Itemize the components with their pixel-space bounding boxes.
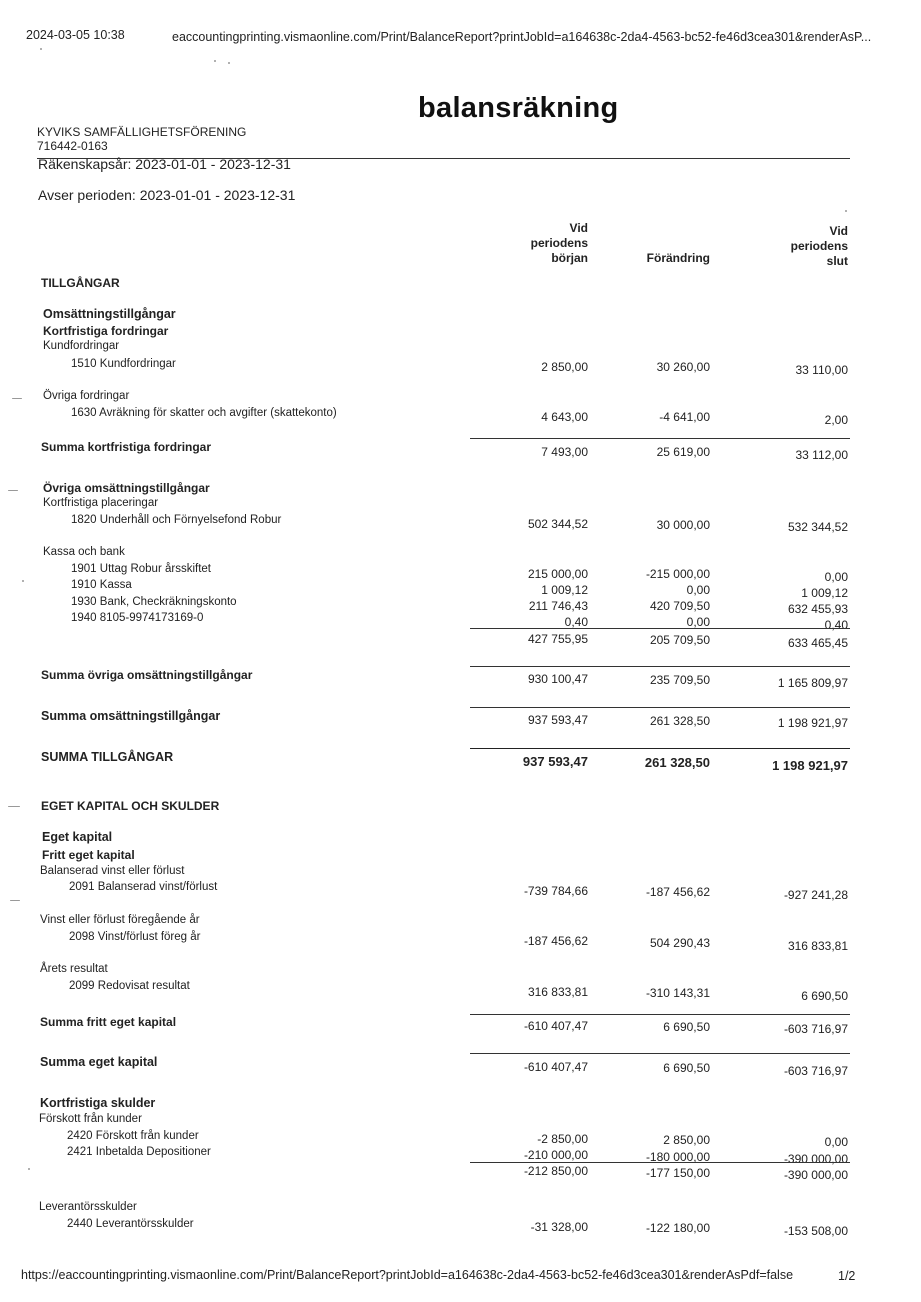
- value-change: -180 000,00: [645, 1150, 710, 1164]
- sum-rule: [470, 666, 850, 667]
- row-label: Övriga fordringar: [43, 390, 130, 402]
- value-end: 2,00: [824, 413, 848, 427]
- value-end: 6 690,50: [801, 989, 848, 1003]
- row-label: Övriga omsättningstillgångar: [43, 481, 210, 495]
- value-end: -153 508,00: [783, 1224, 848, 1238]
- value-start: 316 833,81: [527, 985, 588, 999]
- account-row-label: 2099 Redovisat resultat: [69, 980, 190, 992]
- account-row-label: 2420 Förskott från kunder: [67, 1130, 199, 1142]
- row-label: Summa övriga omsättningstillgångar: [41, 668, 253, 682]
- row-label: Förskott från kunder: [39, 1113, 142, 1125]
- account-row-label: 1820 Underhåll och Förnyelsefond Robur: [71, 514, 282, 526]
- value-change: 6 690,50: [663, 1020, 710, 1034]
- column-header-end: [748, 224, 848, 269]
- column-header-start-line: periodens: [530, 236, 588, 250]
- account-row-label: 2098 Vinst/förlust föreg år: [69, 931, 201, 943]
- sum-rule: [470, 628, 850, 629]
- value-end: -390 000,00: [783, 1168, 848, 1182]
- row-label: Vinst eller förlust föregående år: [40, 914, 200, 926]
- value-start: 937 593,47: [522, 754, 588, 769]
- value-change: 0,00: [686, 583, 710, 597]
- value-end: 1 165 809,97: [777, 676, 848, 690]
- value-start: -739 784,66: [523, 884, 588, 898]
- value-end: 33 110,00: [795, 363, 848, 377]
- value-end: 532 344,52: [787, 520, 848, 534]
- value-end: -603 716,97: [783, 1022, 848, 1036]
- column-header-start-line: Vid: [569, 221, 588, 235]
- value-change: 6 690,50: [663, 1061, 710, 1075]
- value-start: 4 643,00: [541, 410, 588, 424]
- print-timestamp: 2024-03-05 10:38: [26, 28, 125, 42]
- value-start: 502 344,52: [527, 517, 588, 531]
- value-change: -122 180,00: [645, 1221, 710, 1235]
- value-change: -177 150,00: [645, 1166, 710, 1180]
- value-start: 215 000,00: [527, 567, 588, 581]
- value-change: 30 260,00: [656, 360, 710, 374]
- row-label: EGET KAPITAL OCH SKULDER: [41, 799, 220, 813]
- account-row-label: 1910 Kassa: [71, 579, 132, 591]
- value-change: 261 328,50: [644, 755, 710, 770]
- column-header-end-line: Vid: [829, 224, 848, 238]
- page-number: 1/2: [838, 1269, 856, 1283]
- column-header-change: [600, 251, 710, 266]
- account-row-label: 1930 Bank, Checkräkningskonto: [71, 596, 237, 608]
- row-label: TILLGÅNGAR: [41, 276, 120, 290]
- account-row-label: 2440 Leverantörsskulder: [67, 1218, 194, 1230]
- value-start: 427 755,95: [527, 632, 588, 646]
- value-end: 1 198 921,97: [777, 716, 848, 730]
- value-start: -212 850,00: [523, 1164, 588, 1178]
- value-start: 937 593,47: [527, 713, 588, 727]
- organization-name: KYVIKS SAMFÄLLIGHETSFÖRENING: [37, 125, 247, 139]
- value-change: -310 143,31: [645, 986, 710, 1000]
- value-start: -610 407,47: [523, 1019, 588, 1033]
- value-start: -210 000,00: [523, 1148, 588, 1162]
- account-row-label: 1630 Avräkning för skatter och avgifter (skattekonto): [71, 407, 337, 419]
- value-start: 7 493,00: [541, 445, 588, 459]
- value-change: 30 000,00: [656, 518, 710, 532]
- print-url: eaccountingprinting.vismaonline.com/Print/BalanceReport?printJobId=a164638c-2da4-4563-bc52-fe46d3cea301&renderAsP...: [172, 30, 872, 44]
- row-label: Summa eget kapital: [40, 1055, 158, 1069]
- value-change: 2 850,00: [663, 1133, 710, 1147]
- organization-number: 716442-0163: [37, 139, 108, 153]
- account-row-label: 1940 8105-9974173169-0: [71, 612, 204, 624]
- sum-rule: [470, 1162, 850, 1163]
- row-label: Kundfordringar: [43, 340, 120, 352]
- account-row-label: 1510 Kundfordringar: [71, 358, 176, 370]
- value-start: 0,40: [564, 615, 588, 629]
- value-end: 1 198 921,97: [772, 758, 848, 773]
- sum-rule: [470, 1014, 850, 1015]
- value-start: 211 746,43: [528, 599, 588, 613]
- value-end: 1 009,12: [801, 586, 848, 600]
- report-period: Avser perioden: 2023-01-01 - 2023-12-31: [38, 187, 296, 203]
- column-header-end-line: periodens: [790, 239, 848, 253]
- value-end: 0,40: [824, 618, 848, 632]
- value-end: 0,00: [824, 570, 848, 584]
- column-header-start-line: början: [551, 251, 588, 265]
- report-title: balansräkning: [418, 92, 619, 124]
- row-label: Summa fritt eget kapital: [40, 1015, 177, 1029]
- value-end: 316 833,81: [787, 939, 848, 953]
- row-label: Kortfristiga placeringar: [43, 497, 159, 509]
- account-row-label: 2421 Inbetalda Depositioner: [67, 1146, 211, 1158]
- value-change: 261 328,50: [649, 714, 710, 728]
- value-end: 33 112,00: [795, 448, 848, 462]
- row-label: Kortfristiga fordringar: [43, 324, 169, 338]
- value-change: 235 709,50: [649, 673, 710, 687]
- row-label: Kortfristiga skulder: [40, 1096, 156, 1110]
- row-label: SUMMA TILLGÅNGAR: [41, 750, 174, 764]
- column-header-start: [488, 221, 588, 266]
- row-label: Fritt eget kapital: [42, 848, 135, 862]
- value-change: 205 709,50: [649, 633, 710, 647]
- value-start: -187 456,62: [523, 934, 588, 948]
- column-header-end-line: slut: [826, 254, 848, 268]
- row-label: Leverantörsskulder: [39, 1201, 137, 1213]
- value-end: 0,00: [824, 1135, 848, 1149]
- value-change: 0,00: [686, 615, 710, 629]
- account-row-label: 2091 Balanserad vinst/förlust: [69, 881, 218, 893]
- row-label: Summa omsättningstillgångar: [41, 709, 221, 723]
- value-start: -31 328,00: [530, 1220, 588, 1234]
- row-label: Kassa och bank: [43, 546, 125, 558]
- footer-url: https://eaccountingprinting.vismaonline.com/Print/BalanceReport?printJobId=a164638c-2da4-4563-bc52-fe46d3cea301&renderAsPdf=false: [21, 1268, 794, 1282]
- row-label: Eget kapital: [42, 830, 113, 844]
- sum-rule: [470, 748, 850, 749]
- value-change: -215 000,00: [645, 567, 710, 581]
- row-label: Omsättningstillgångar: [43, 307, 176, 321]
- value-start: -610 407,47: [523, 1060, 588, 1074]
- value-end: -927 241,28: [783, 888, 848, 902]
- row-label: Årets resultat: [40, 963, 108, 975]
- value-end: -390 000,00: [783, 1152, 848, 1166]
- value-end: 632 455,93: [787, 602, 848, 616]
- value-end: -603 716,97: [783, 1064, 848, 1078]
- row-label: Summa kortfristiga fordringar: [41, 440, 212, 454]
- row-label: Balanserad vinst eller förlust: [40, 865, 185, 877]
- value-change: 420 709,50: [649, 599, 710, 613]
- account-row-label: 1901 Uttag Robur årsskiftet: [71, 563, 211, 575]
- value-change: 504 290,43: [649, 936, 710, 950]
- value-start: -2 850,00: [537, 1132, 588, 1146]
- column-header-change-line: Förändring: [646, 251, 710, 265]
- value-change: 25 619,00: [656, 445, 710, 459]
- fiscal-year: Räkenskapsår: 2023-01-01 - 2023-12-31: [38, 156, 291, 172]
- value-change: -187 456,62: [645, 885, 710, 899]
- sum-rule: [470, 1053, 850, 1054]
- value-change: -4 641,00: [659, 410, 710, 424]
- value-start: 2 850,00: [541, 360, 588, 374]
- value-end: 633 465,45: [787, 636, 848, 650]
- sum-rule: [470, 707, 850, 708]
- sum-rule: [470, 438, 850, 439]
- value-start: 1 009,12: [541, 583, 588, 597]
- value-start: 930 100,47: [527, 672, 588, 686]
